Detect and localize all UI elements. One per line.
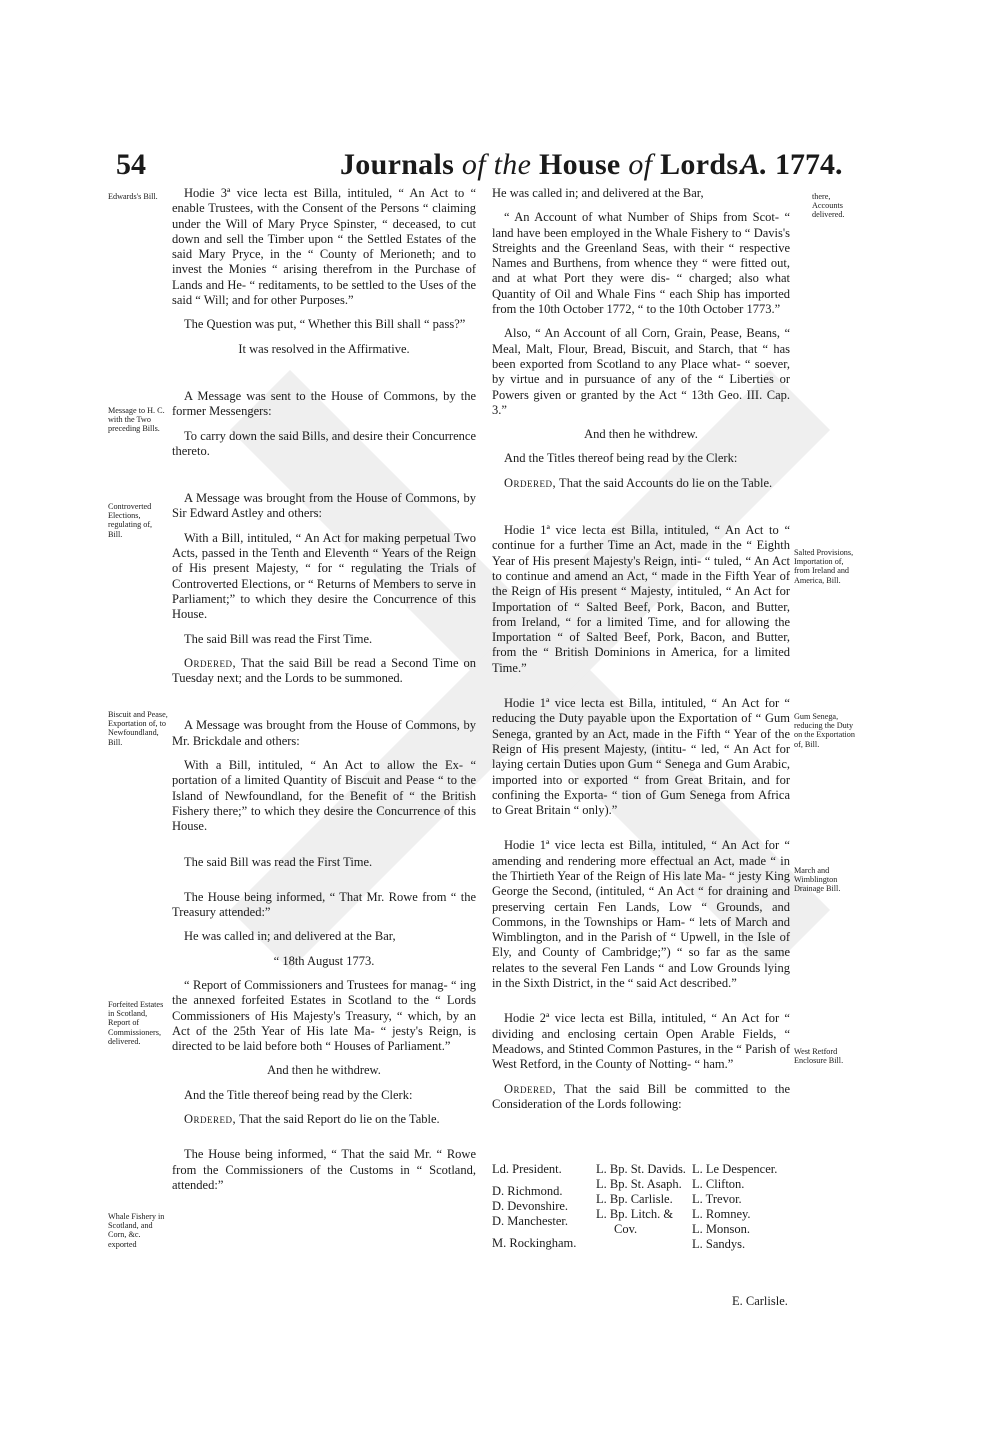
paragraph: It was resolved in the Affirmative. — [238, 341, 410, 356]
paragraph: “ Report of Commissioners and Trustees for manag- “ ing the annexed forfeited Estates in Scotland to the “ Lords Commissioners of His Majesty's Treasury, “ which, by an Act of the 25th Year of His late Ma- “ jesty's Reign, is directed to be laid before both “ Houses of Parliament.” — [172, 977, 476, 1054]
margin-note: Whale Fishery in Scotland, and Corn, &c. exported — [108, 1212, 165, 1249]
margin-note: there, Accounts delivered. — [812, 192, 845, 220]
lord-name: L. Bp. St. Asaph. — [596, 1177, 682, 1191]
paragraph — [492, 476, 790, 491]
paragraph: With a Bill, intituled, “ An Act for making perpetual Two Acts, passed in the Tenth and Eleventh “ Years of the Reign of His present Majesty, “ for “ regulating the Trials of Controverted Elections, or “ Returns of Members to serve in Parliament;” to which they desire the Concurrence of this House. — [172, 530, 476, 622]
paragraph: Hodie 1ª vice lecta est Billa, intituled, “ An Act for “ reducing the Duty payable upon the Exportation of “ Gum Senega, granted by an Act, made in the Fifth “ Year of the Reign of His present Majesty, (intitu- “ led, “ An Act for laying certain Duties upon Gum “ Senega and Gum Arabic, imported into or exported “ from Great Britain, and for confining the Exporta- “ tion of Gum Senega from Africa to Great Britain “ only).” — [492, 696, 790, 818]
paragraph — [172, 1112, 476, 1127]
paragraph: Hodie 1ª vice lecta est Billa, intituled, “ An Act to “ continue for a further Time an Act, made in the “ Eighth Year of His present Majesty's Reign, inti- “ tuled, “ An Act to continue and amend an Act, “ made in the Fifth Year of the Reign of His present “ Majesty, intituled, “ An Act for Importation of “ Salted Beef, Pork, Bacon, and Butter, from Ireland, “ for a limited Time, and for allowing the Importation “ of Salted Beef, Pork, Bacon, and Butter, from the “ British Dominions in America, for a limited Time.” — [492, 523, 790, 675]
ordered-label: Ordered, — [184, 655, 237, 670]
paragraph: The said Bill was read the First Time. — [184, 854, 373, 869]
paragraph: And the Title thereof being read by the Clerk: — [184, 1087, 413, 1102]
paragraph — [172, 656, 476, 687]
title-word: House — [539, 148, 621, 181]
margin-note: Message to H. C. with the Two preceding Bills. — [108, 406, 165, 434]
margin-note: Gum Senega, reducing the Duty on the Exportation of, Bill. — [794, 712, 855, 749]
lord-name: D. Devonshire. — [492, 1199, 569, 1213]
paragraph: A Message was brought from the House of Commons, by Mr. Brickdale and others: — [172, 718, 476, 748]
page-number: 54 — [116, 148, 146, 181]
paragraph: Also, “ An Account of all Corn, Grain, Pease, Beans, “ Meal, Malt, Flour, Bread, Biscuit, and Starch, that “ has been exported from Scotland to any Place what- “ soever, by virtue and in pursuance of any of the “ Liberties or Powers given or granted by the Act “ 13th Geo. III. Cap. 3.” — [492, 326, 790, 417]
lords-column-3 — [692, 1162, 777, 1252]
margin-note: Controverted Elections, regulating of, Bill. — [108, 502, 153, 539]
lord-name: L. Monson. — [692, 1222, 750, 1236]
year-a: A. — [740, 148, 768, 181]
lord-name: D. Richmond. — [492, 1184, 563, 1198]
lord-name: M. Rockingham. — [492, 1236, 577, 1250]
paragraph: “ 18th August 1773. — [273, 953, 375, 968]
paragraph: He was called in; and delivered at the Bar, — [492, 186, 704, 200]
paragraph: “ An Account of what Number of Ships from Scot- “ land have been employed in the Whale Fishery to “ Davis's Streights and the Greenland Seas, with their “ respective Names and Burthens, from whence they “ were fitted out, and at what Port they were dis- “ charged; also what Quantity of Oil and Whale Fins “ each Ship has imported from the 10th October 1772, “ to the 10th October 1773.” — [492, 210, 790, 317]
lord-name: L. Bp. Litch. & — [596, 1207, 674, 1221]
title-word: Journals — [340, 148, 455, 181]
paragraph-text: That the said Report do lie on the Table. — [236, 1112, 440, 1127]
title-word: Lords. — [660, 148, 747, 181]
lord-name: L. Sandys. — [692, 1237, 746, 1251]
paragraph: To carry down the said Bills, and desire their Concurrence thereto. — [172, 428, 476, 458]
margin-note: Forfeited Estates in Scotland, Report of Commissioners, delivered. — [108, 1000, 164, 1046]
paragraph: The Question was put, “ Whether this Bill shall “ pass?” — [184, 317, 466, 332]
paragraph: A Message was sent to the House of Commons, by the former Messengers: — [172, 388, 476, 419]
paragraph-text: That the said Bill be read a Second Time on Tuesday next; and the Lords to be summoned. — [172, 655, 476, 686]
lords-column-1 — [492, 1162, 576, 1251]
lord-name: L. Le Despencer. — [692, 1162, 778, 1176]
paragraph: And then he withdrew. — [584, 427, 698, 442]
ordered-label: Ordered, — [504, 475, 557, 490]
title-word: of the — [461, 148, 532, 181]
margin-note: March and Wimblington Drainage Bill. — [794, 866, 841, 894]
margin-note: Salted Provisions, Importation of, from Ireland and America, Bill. — [794, 548, 854, 585]
paragraph: He was called in; and delivered at the Bar, — [184, 929, 396, 944]
paragraph: The said Bill was read the First Time. — [184, 631, 373, 646]
margin-note: Edwards's Bill. — [108, 192, 158, 201]
paragraph — [492, 1082, 790, 1113]
year-value: 1774. — [775, 148, 843, 181]
paragraph-text: That the said Accounts do lie on the Table. — [556, 475, 773, 490]
paragraph: Hodie 2ª vice lecta est Billa, intituled, “ An Act for “ dividing and enclosing certain Open Arable Fields, “ Meadows, and Stinted Common Pastures, in the “ Parish of West Retford, in the County of Notting- “ ham.” — [492, 1011, 790, 1072]
running-title — [340, 148, 746, 182]
title-word: of — [628, 148, 653, 181]
right-column — [492, 186, 790, 1121]
lord-name: L. Romney. — [692, 1207, 751, 1221]
margin-note: West Retford Enclosure Bill. — [794, 1047, 844, 1066]
running-year — [740, 148, 843, 182]
paragraph: And the Titles thereof being read by the Clerk: — [504, 451, 738, 466]
margin-note: Biscuit and Pease, Exportation of, to Newfoundland, Bill. — [108, 710, 168, 747]
paragraph: With a Bill, intituled, “ An Act to allow the Ex- “ portation of a limited Quantity of Biscuit and Pease “ to the Island of Newfoundland, for the Benefit of “ the British Fishery there;” to which they desire the Concurrence of this House. — [172, 758, 476, 834]
paragraph: The House being informed, “ That the said Mr. “ Rowe from the Commissioners of the Customs in “ Scotland, attended:” — [172, 1147, 476, 1192]
paragraph: Hodie 3ª vice lecta est Billa, intituled, “ An Act to “ enable Trustees, with the Consent of the Persons “ claiming under the Will of Mary Pryce Spinster, “ deceased, to cut down and sell the Timber upon “ the Settled Estates of the said Mary Pryce, in the “ County of Merioneth; and to invest the Monies “ arising therefrom in the Purchase of Lands and He- “ reditaments, to be settled to the Uses of the said “ Will; and for other Purposes.” — [172, 186, 476, 308]
lord-name: Ld. President. — [492, 1162, 562, 1176]
ordered-label: Ordered, — [184, 1112, 237, 1127]
left-column — [172, 186, 476, 1202]
paragraph-text: That the said Bill be committed to the Consideration of the Lords following: — [492, 1081, 790, 1111]
lord-name: Cov. — [614, 1222, 638, 1236]
ordered-label: Ordered, — [504, 1081, 557, 1096]
paragraph: The House being informed, “ That Mr. Rowe from “ the Treasury attended:” — [172, 889, 476, 920]
paragraph: And then he withdrew. — [267, 1063, 381, 1078]
lord-name: L. Bp. St. Davids. — [596, 1162, 686, 1176]
lord-name: L. Trevor. — [692, 1192, 742, 1206]
lord-name: L. Bp. Carlisle. — [596, 1192, 673, 1206]
paragraph: A Message was brought from the House of Commons, by Sir Edward Astley and others: — [172, 491, 476, 521]
lords-column-2 — [596, 1162, 686, 1237]
lord-name: D. Manchester. — [492, 1214, 569, 1228]
lord-name: E. Carlisle. — [732, 1294, 788, 1308]
paragraph: Hodie 1ª vice lecta est Billa, intituled, “ An Act for “ amending and rendering more effectual an Act, made “ in the Thirtieth Year of the Reign of His late Ma- “ jesty King George the Second, (intituled, “ An Act “ for draining and preserving certain Fen Lands, Low “ Grounds, and Commons, in the Townships or Ham- “ lets of March and Wimblington, and in the Parish of “ Upwell, in the Isle of Ely, and County of Cambridge;”) “ so far as the same relates to the several Fen Lands “ and Low Grounds lying in the Sixth District, in the “ said Act described.” — [492, 838, 790, 991]
lord-name: L. Clifton. — [692, 1177, 745, 1191]
